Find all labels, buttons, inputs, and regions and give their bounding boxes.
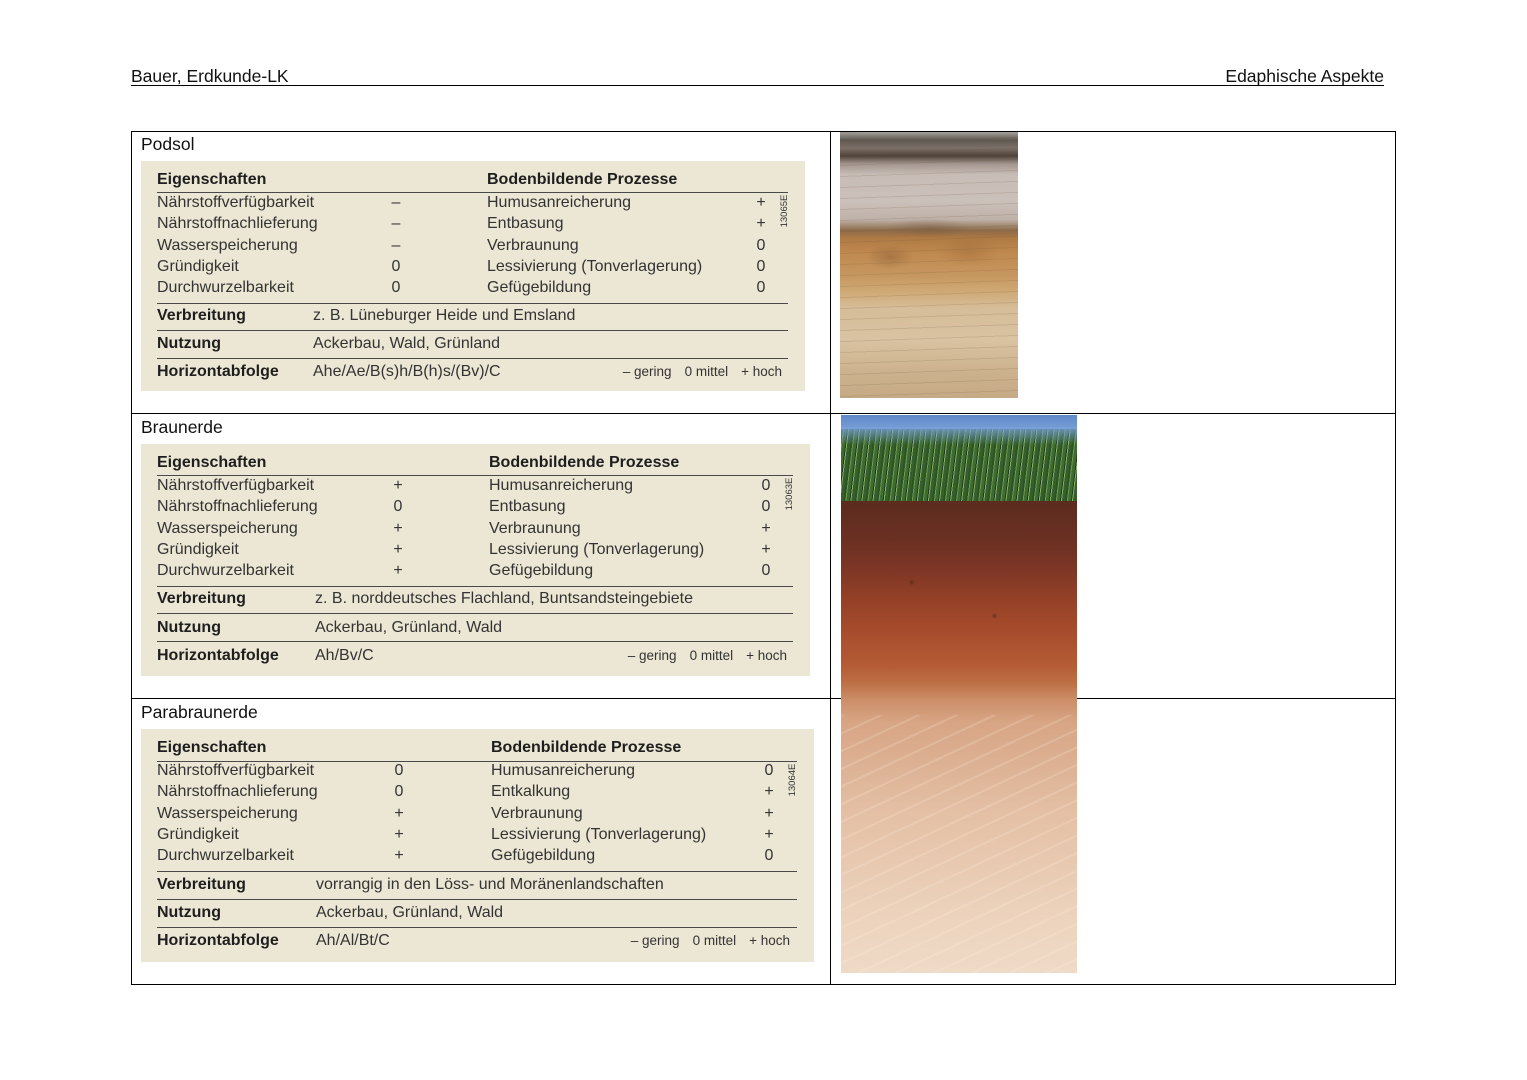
property-value: + xyxy=(393,520,403,537)
section-rule xyxy=(157,871,797,872)
process-label: Verbraunung xyxy=(487,237,579,254)
table-row xyxy=(141,215,805,233)
property-label: Wasserspeicherung xyxy=(157,805,298,822)
property-value: – xyxy=(391,237,401,254)
use-label: Nutzung xyxy=(157,619,221,636)
process-value: + xyxy=(761,520,771,537)
process-label: Humusanreicherung xyxy=(489,477,634,494)
property-label: Nährstoffverfügbarkeit xyxy=(157,194,315,211)
process-label: Humusanreicherung xyxy=(487,194,632,211)
process-label: Verbraunung xyxy=(489,520,581,537)
podsol-profile-photo xyxy=(840,132,1018,398)
property-label: Gründigkeit xyxy=(157,541,239,558)
horizons-row xyxy=(141,647,810,665)
use-label: Nutzung xyxy=(157,335,221,352)
braunerde-title: Braunerde xyxy=(141,417,223,437)
section-rule xyxy=(157,586,793,587)
braunerde-properties-table xyxy=(141,444,810,676)
process-label: Entbasung xyxy=(489,498,566,515)
parabraunerde-title: Parabraunerde xyxy=(141,702,258,722)
process-value: 0 xyxy=(764,847,774,864)
legend-item: 0 mittel xyxy=(684,364,729,379)
legend-item: – gering xyxy=(622,364,672,379)
table-row xyxy=(141,237,805,255)
process-value: 0 xyxy=(756,279,766,296)
property-value: 0 xyxy=(394,762,404,779)
table-row xyxy=(141,783,814,801)
row-divider xyxy=(131,413,1396,414)
property-label: Wasserspeicherung xyxy=(157,520,298,537)
process-label: Lessivierung (Tonverlagerung) xyxy=(487,258,703,275)
section-rule xyxy=(157,358,788,359)
figure-code: 13065E xyxy=(779,194,790,228)
process-value: + xyxy=(764,826,774,843)
table-row xyxy=(141,279,805,297)
property-label: Gründigkeit xyxy=(157,826,239,843)
process-label: Entkalkung xyxy=(491,783,571,800)
processes-header: Bodenbildende Prozesse xyxy=(489,454,680,471)
section-rule xyxy=(157,641,793,642)
table-row xyxy=(141,762,814,780)
distribution-value: z. B. Lüneburger Heide und Emsland xyxy=(313,307,576,324)
table-row xyxy=(141,194,805,212)
table-row xyxy=(141,541,810,559)
header-underline xyxy=(131,85,1384,86)
process-label: Gefügebildung xyxy=(489,562,594,579)
table-row xyxy=(141,847,814,865)
property-label: Durchwurzelbarkeit xyxy=(157,279,294,296)
table-header-row xyxy=(141,454,810,472)
use-label: Nutzung xyxy=(157,904,221,921)
property-value: + xyxy=(393,562,403,579)
process-label: Humusanreicherung xyxy=(491,762,636,779)
parabraunerde-properties-table xyxy=(141,729,814,962)
horizons-label: Horizontabfolge xyxy=(157,363,279,380)
properties-header: Eigenschaften xyxy=(157,454,267,471)
legend-item: + hoch xyxy=(741,364,782,379)
property-label: Nährstoffverfügbarkeit xyxy=(157,762,315,779)
header-rule xyxy=(157,192,788,193)
horizons-row xyxy=(141,932,814,950)
section-rule xyxy=(157,899,797,900)
process-label: Gefügebildung xyxy=(487,279,592,296)
table-row xyxy=(141,258,805,276)
process-value: 0 xyxy=(761,562,771,579)
property-value: 0 xyxy=(393,498,403,515)
section-rule xyxy=(157,330,788,331)
table-header-row xyxy=(141,171,805,189)
property-value: 0 xyxy=(391,258,401,275)
process-value: + xyxy=(764,783,774,800)
property-label: Nährstoffnachlieferung xyxy=(157,783,318,800)
horizons-value: Ah/Bv/C xyxy=(315,647,374,664)
section-rule xyxy=(157,927,797,928)
process-value: + xyxy=(756,215,766,232)
process-value: + xyxy=(761,541,771,558)
legend-item: + hoch xyxy=(746,648,787,663)
header-rule xyxy=(157,475,793,476)
property-label: Durchwurzelbarkeit xyxy=(157,562,294,579)
distribution-label: Verbreitung xyxy=(157,590,246,607)
process-value: + xyxy=(756,194,766,211)
table-row xyxy=(141,477,810,495)
horizons-label: Horizontabfolge xyxy=(157,932,279,949)
distribution-label: Verbreitung xyxy=(157,876,246,893)
legend-item: + hoch xyxy=(749,933,790,948)
process-value: 0 xyxy=(756,237,766,254)
property-label: Nährstoffverfügbarkeit xyxy=(157,477,315,494)
property-label: Durchwurzelbarkeit xyxy=(157,847,294,864)
process-label: Verbraunung xyxy=(491,805,583,822)
legend xyxy=(631,932,790,950)
property-value: 0 xyxy=(394,783,404,800)
properties-header: Eigenschaften xyxy=(157,171,267,188)
section-rule xyxy=(157,613,793,614)
table-row xyxy=(141,498,810,516)
use-value: Ackerbau, Grünland, Wald xyxy=(315,619,503,636)
processes-header: Bodenbildende Prozesse xyxy=(487,171,678,188)
column-divider xyxy=(830,131,831,985)
process-label: Lessivierung (Tonverlagerung) xyxy=(491,826,707,843)
page-header-right: Edaphische Aspekte xyxy=(1225,66,1384,86)
use-row xyxy=(141,335,805,353)
table-row xyxy=(141,826,814,844)
process-label: Entbasung xyxy=(487,215,564,232)
legend-item: 0 mittel xyxy=(692,933,737,948)
podsol-properties-table xyxy=(141,161,805,391)
horizons-row xyxy=(141,363,805,381)
property-value: + xyxy=(394,847,404,864)
property-value: + xyxy=(393,477,403,494)
property-label: Wasserspeicherung xyxy=(157,237,298,254)
use-value: Ackerbau, Wald, Grünland xyxy=(313,335,501,352)
podsol-title: Podsol xyxy=(141,134,195,154)
figure-code: 13063E xyxy=(784,477,795,511)
table-row xyxy=(141,562,810,580)
processes-header: Bodenbildende Prozesse xyxy=(491,739,682,756)
legend-item: – gering xyxy=(630,933,680,948)
property-value: + xyxy=(393,541,403,558)
process-label: Lessivierung (Tonverlagerung) xyxy=(489,541,705,558)
horizons-value: Ahe/Ae/B(s)h/B(h)s/(Bv)/C xyxy=(313,363,501,380)
braunerde-profile-photo xyxy=(841,415,1077,973)
page-header-left: Bauer, Erdkunde-LK xyxy=(131,66,289,86)
row-divider xyxy=(131,698,1396,699)
legend xyxy=(628,647,787,665)
property-value: + xyxy=(394,805,404,822)
process-label: Gefügebildung xyxy=(491,847,596,864)
use-row xyxy=(141,619,810,637)
table-header-row xyxy=(141,739,814,757)
section-rule xyxy=(157,303,788,304)
distribution-row xyxy=(141,307,805,325)
table-row xyxy=(141,520,810,538)
process-value: 0 xyxy=(761,498,771,515)
process-value: 0 xyxy=(756,258,766,275)
horizons-label: Horizontabfolge xyxy=(157,647,279,664)
property-value: 0 xyxy=(391,279,401,296)
property-label: Nährstoffnachlieferung xyxy=(157,215,318,232)
process-value: 0 xyxy=(764,762,774,779)
use-row xyxy=(141,904,814,922)
legend xyxy=(623,363,782,381)
property-value: – xyxy=(391,215,401,232)
property-label: Nährstoffnachlieferung xyxy=(157,498,318,515)
use-value: Ackerbau, Grünland, Wald xyxy=(316,904,504,921)
distribution-value: vorrangig in den Löss- und Moränenlandschaften xyxy=(316,876,664,893)
property-value: – xyxy=(391,194,401,211)
process-value: 0 xyxy=(761,477,771,494)
table-row xyxy=(141,805,814,823)
horizons-value: Ah/Al/Bt/C xyxy=(316,932,390,949)
legend-item: 0 mittel xyxy=(689,648,734,663)
legend-item: – gering xyxy=(627,648,677,663)
distribution-label: Verbreitung xyxy=(157,307,246,324)
figure-code: 13064E xyxy=(787,763,798,797)
process-value: + xyxy=(764,805,774,822)
distribution-row xyxy=(141,590,810,608)
properties-header: Eigenschaften xyxy=(157,739,267,756)
property-label: Gründigkeit xyxy=(157,258,239,275)
distribution-row xyxy=(141,876,814,894)
property-value: + xyxy=(394,826,404,843)
distribution-value: z. B. norddeutsches Flachland, Buntsandsteingebiete xyxy=(315,590,694,607)
